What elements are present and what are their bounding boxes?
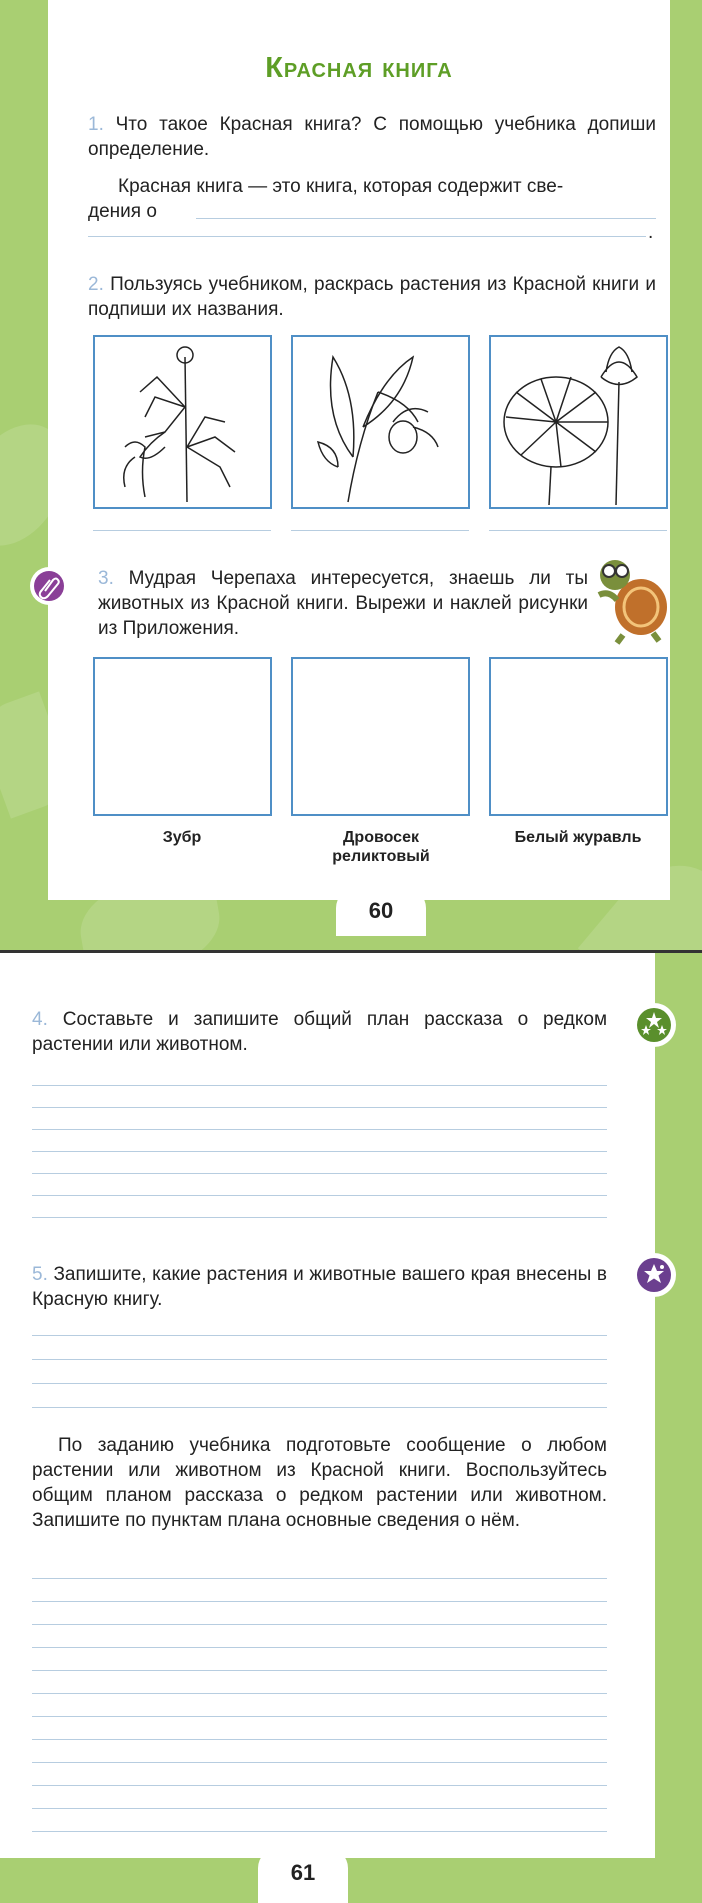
answer-line[interactable] [88,236,646,237]
task-1-question: Что такое Красная книга? С помощью учебника допиши определение. [88,114,657,160]
animal-paste-frame-crane[interactable] [489,657,668,816]
task-3-text [98,566,588,641]
answer-line[interactable] [32,1831,607,1832]
stars-badge-icon [636,1007,672,1043]
plant-name-line[interactable] [291,530,469,531]
task-3-question: Мудрая Черепаха интересуется, знаешь ли ты животных из Красной книги. Вырежи и наклей рисунки из Приложения. [98,568,589,639]
star-badge [632,1253,676,1297]
answer-line[interactable] [32,1129,607,1130]
task-1-text [88,112,656,162]
answer-line[interactable] [32,1335,607,1336]
task-4-text [32,1007,607,1057]
answer-line[interactable] [32,1785,607,1786]
answer-line[interactable] [32,1808,607,1809]
ginseng-drawing [95,337,270,507]
answer-line[interactable] [32,1578,607,1579]
answer-line[interactable] [32,1085,607,1086]
answer-line[interactable] [32,1739,607,1740]
task-6-text: По заданию учебника подготовьте сообщение о любом растении или животном из Красной книги. Воспользуйтесь общим планом рассказа о редком растении или животном. Запишите по пунктам плана основные сведения о нём. [32,1435,607,1531]
task-4-question: Составьте и запишите общий план рассказа о редком растении или животном. [32,1009,608,1055]
definition-start: Красная книга — это книга, которая содержит све- [118,176,564,197]
answer-line[interactable] [32,1173,607,1174]
page-number: 60 [368,898,394,923]
page-61 [0,953,702,1903]
task-2-text [88,272,656,322]
answer-line[interactable] [32,1716,607,1717]
caption-beetle: Дровосек реликтовый [332,829,430,865]
animal-paste-frame-beetle[interactable] [291,657,470,816]
answer-line[interactable] [32,1407,607,1408]
task-number: 1. [88,114,104,135]
task-2-question: Пользуясь учебником, раскрась растения из Красной книги и подпиши их названия. [88,274,656,320]
star-badge-icon [636,1257,672,1293]
caption-crane: Белый журавль [514,829,642,846]
task-number: 5. [32,1264,48,1285]
plant-name-line[interactable] [489,530,667,531]
task-number: 4. [32,1009,48,1030]
paperclip-badge [30,567,68,605]
answer-line[interactable] [32,1693,607,1694]
task-5-question: Запишите, какие растения и животные вашего края внесены в Красную книгу. [32,1264,607,1310]
task-number: 2. [88,274,104,295]
answer-line[interactable] [32,1359,607,1360]
answer-line[interactable] [32,1762,607,1763]
definition-cont: дения о [88,201,157,222]
worksheet-card [48,0,670,900]
answer-line[interactable] [32,1107,607,1108]
page-number: 61 [290,1860,316,1885]
answer-line[interactable] [32,1624,607,1625]
answer-line[interactable] [32,1151,607,1152]
answer-line[interactable] [32,1647,607,1648]
plant-name-line[interactable] [93,530,271,531]
page-60 [0,0,702,950]
paperclip-icon [34,571,64,601]
animal-paste-frame-bison[interactable] [93,657,272,816]
answer-line[interactable] [32,1670,607,1671]
task-5-text [32,1262,607,1312]
answer-line[interactable] [32,1217,607,1218]
wise-turtle-icon [593,545,673,645]
page-edge-strip [655,953,702,1903]
plant-frame-ginseng [93,335,272,509]
caption-bison: Зубр [162,829,202,846]
stars-badge [632,1003,676,1047]
answer-line[interactable] [32,1383,607,1384]
answer-line[interactable] [196,218,656,219]
ladys-slipper-orchid-drawing [293,337,468,507]
task-number: 3. [98,568,114,589]
answer-line[interactable] [32,1195,607,1196]
answer-line[interactable] [32,1601,607,1602]
plant-frame-lotus [489,335,668,509]
page-title: Красная книга [265,52,453,84]
plant-frame-orchid [291,335,470,509]
lotus-drawing [491,337,666,507]
definition-end-dot: . [648,222,654,243]
